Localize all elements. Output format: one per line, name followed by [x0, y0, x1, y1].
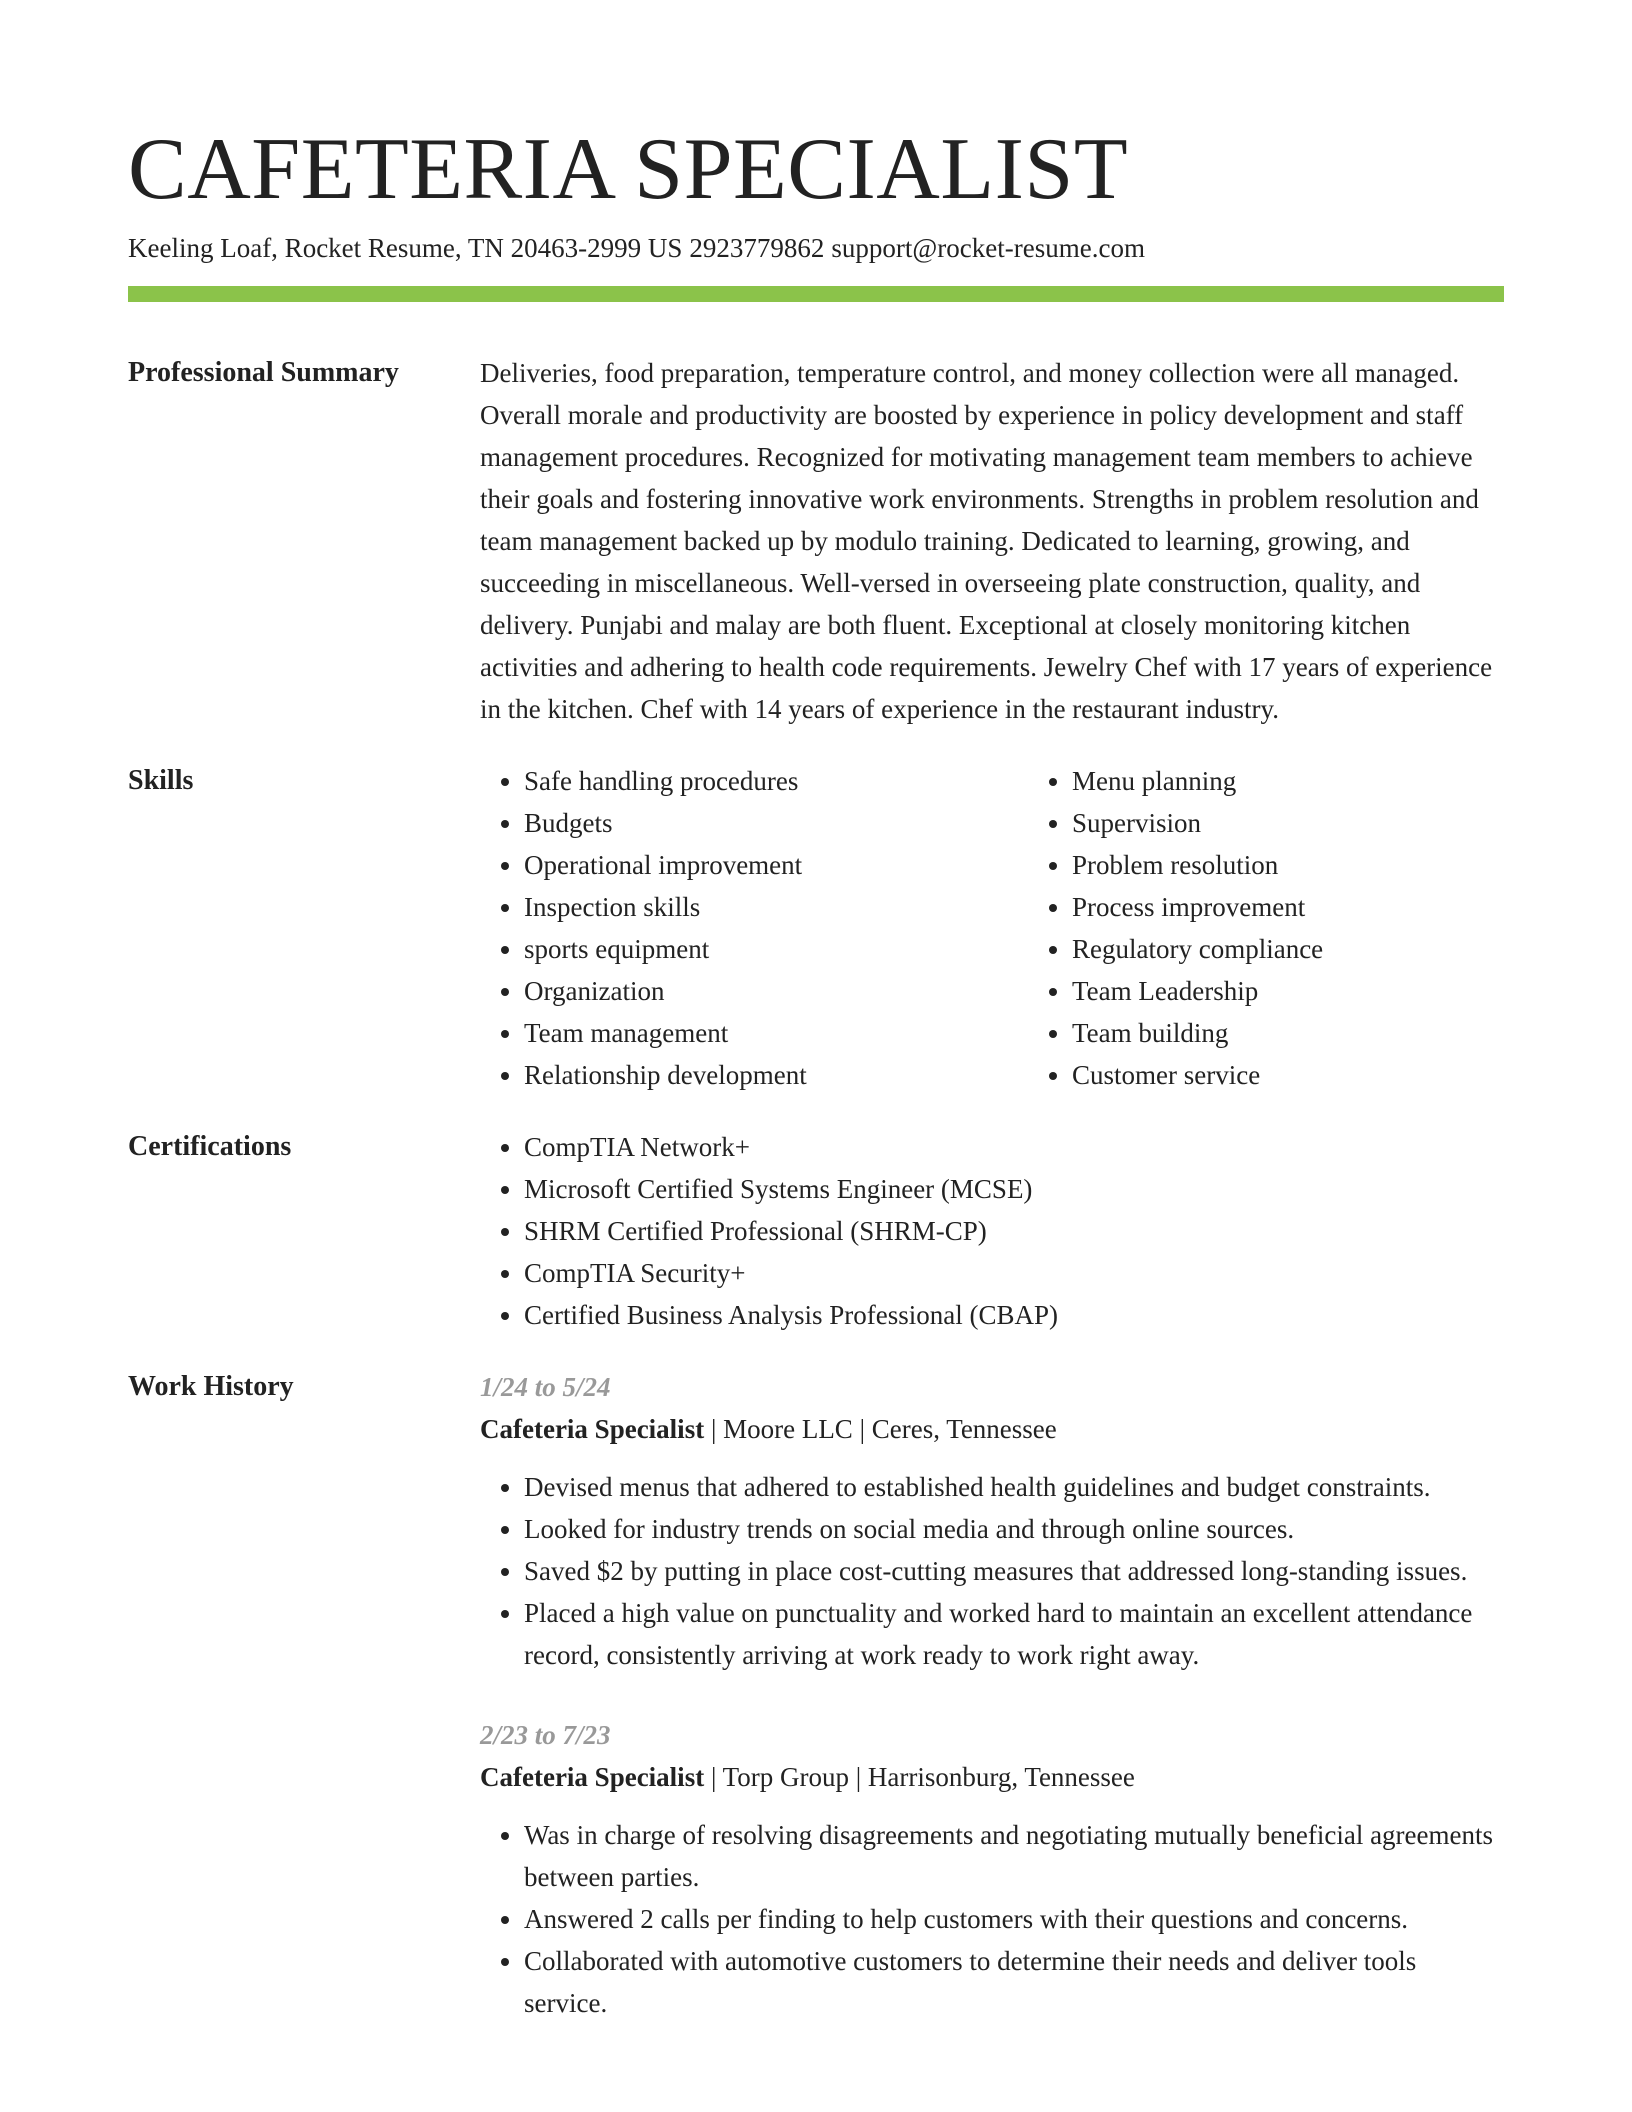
contact-email: support@rocket-resume.com — [831, 233, 1145, 263]
job-entry — [480, 1366, 1504, 1676]
skill-item: • Problem resolution — [1072, 844, 1576, 886]
skill-item: • Team building — [1072, 1012, 1576, 1054]
skill-item: • Menu planning — [1072, 760, 1576, 802]
skill-item: • Regulatory compliance — [1072, 928, 1576, 970]
summary-heading: Professional Summary — [128, 357, 399, 388]
job-bullets — [480, 1466, 1504, 1676]
work-history-section — [128, 1366, 1504, 2024]
resume-name: CAFETERIA SPECIALIST — [128, 121, 1129, 218]
job-dates: 2/23 to 7/23 — [480, 1720, 611, 1750]
job-bullet: • Looked for industry trends on social media and through online sources. — [524, 1508, 1504, 1550]
job-title-line — [480, 1408, 1504, 1450]
certifications-section — [128, 1126, 1504, 1336]
job-details: | Moore LLC | Ceres, Tennessee — [704, 1414, 1057, 1444]
skill-item: • Organization — [524, 970, 1028, 1012]
job-details: | Torp Group | Harrisonburg, Tennessee — [704, 1762, 1135, 1792]
certification-item: • CompTIA Security+ — [524, 1252, 1504, 1294]
skills-list-right — [1028, 760, 1576, 1096]
skill-item: • Relationship development — [524, 1054, 1028, 1096]
skill-item: • Supervision — [1072, 802, 1576, 844]
job-bullet: • Answered 2 calls per finding to help customers with their questions and concerns. — [524, 1898, 1504, 1940]
summary-section — [128, 352, 1504, 730]
job-title: Cafeteria Specialist — [480, 1414, 705, 1444]
job-title: Cafeteria Specialist — [480, 1762, 705, 1792]
skill-item: • Process improvement — [1072, 886, 1576, 928]
contact-address: Keeling Loaf, Rocket Resume, TN 20463-2999 US — [128, 233, 683, 263]
contact-phone: 2923779862 — [689, 233, 825, 263]
job-bullets — [480, 1814, 1504, 2024]
skill-item: • Safe handling procedures — [524, 760, 1028, 802]
skill-item: • Operational improvement — [524, 844, 1028, 886]
certification-item: • Certified Business Analysis Professional (CBAP) — [524, 1294, 1504, 1336]
skills-list-left — [480, 760, 1028, 1096]
skills-heading: Skills — [128, 765, 194, 796]
summary-text: Deliveries, food preparation, temperature control, and money collection were all managed. Overall morale and productivity are boosted by experience in policy development and staff management procedures. Recognized for motivating management team members to achieve their goals and fostering innovative work environments. Strengths in problem resolution and team management backed up by modulo training. Dedicated to learning, growing, and succeeding in miscellaneous. Well-versed in overseeing plate construction, quality, and delivery. Punjabi and malay are both fluent. Exceptional at closely monitoring kitchen activities and adhering to health code requirements. Jewelry Chef with 17 years of experience in the kitchen. Chef with 14 years of experience in the restaurant industry. — [480, 358, 1493, 724]
work-history-heading: Work History — [128, 1371, 294, 1402]
job-bullet: • Collaborated with automotive customers to determine their needs and deliver tools service. — [524, 1940, 1504, 2024]
contact-line — [128, 230, 1504, 266]
certifications-heading: Certifications — [128, 1131, 292, 1162]
skill-item: • Customer service — [1072, 1054, 1576, 1096]
certification-item: • Microsoft Certified Systems Engineer (MCSE) — [524, 1168, 1504, 1210]
resume-page — [128, 120, 1504, 2024]
certifications-list — [480, 1126, 1504, 1336]
job-dates: 1/24 to 5/24 — [480, 1372, 611, 1402]
job-title-line — [480, 1756, 1504, 1798]
skill-item: • Budgets — [524, 802, 1028, 844]
skill-item: • Team Leadership — [1072, 970, 1576, 1012]
job-bullet: • Devised menus that adhered to established health guidelines and budget constraints. — [524, 1466, 1504, 1508]
job-entry — [480, 1714, 1504, 2024]
skill-item: • Inspection skills — [524, 886, 1028, 928]
skills-section — [128, 760, 1504, 1096]
certification-item: • CompTIA Network+ — [524, 1126, 1504, 1168]
job-bullet: • Was in charge of resolving disagreements and negotiating mutually beneficial agreements between parties. — [524, 1814, 1504, 1898]
job-bullet: • Placed a high value on punctuality and worked hard to maintain an excellent attendance record, consistently arriving at work ready to work right away. — [524, 1592, 1504, 1676]
skill-item: • Team management — [524, 1012, 1028, 1054]
header-divider — [128, 286, 1504, 302]
skill-item: • sports equipment — [524, 928, 1028, 970]
certification-item: • SHRM Certified Professional (SHRM-CP) — [524, 1210, 1504, 1252]
job-bullet: • Saved $2 by putting in place cost-cutting measures that addressed long-standing issues. — [524, 1550, 1504, 1592]
